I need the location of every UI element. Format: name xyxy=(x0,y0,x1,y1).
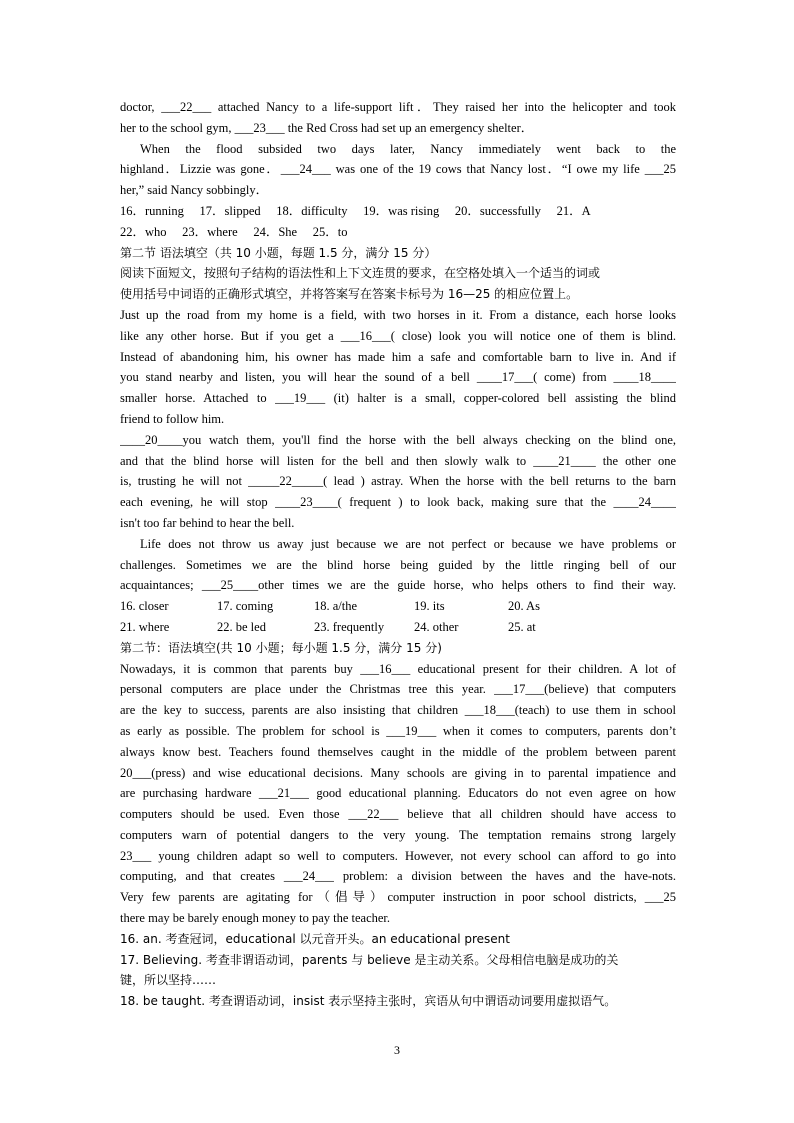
text-line: there may be barely enough money to pay the teacher. xyxy=(120,911,391,926)
text-line: 20___(press) and wise educational decisions. Many schools are giving in to parental impatience and xyxy=(120,765,676,780)
section-title: 第二节：语法填空(共 10 小题；每小题 1.5 分，满分 15 分) xyxy=(120,640,442,655)
passage-2 xyxy=(120,305,676,596)
answer-key-1 xyxy=(120,201,676,243)
passage-3 xyxy=(120,659,676,929)
answer: 16．running xyxy=(120,203,184,218)
answer-row xyxy=(120,222,676,243)
explanation-line: 键，所以坚持…… xyxy=(120,973,217,988)
answer: 23．where xyxy=(182,224,238,239)
answer: 19．was rising xyxy=(363,203,440,218)
text-line: highland．Lizzie was gone．___24___ was one of the 19 cows that Nancy lost．“I owe my life ___25 xyxy=(120,162,676,177)
explanation-line: 17. Believing. 考查非谓语动词，parents 与 believe 是主动关系。父母相信电脑是成功的关 xyxy=(120,952,619,967)
text-line: her to the school gym, ___23___ the Red Cross had set up an emergency shelter． xyxy=(120,120,534,135)
answer: 18. a/the xyxy=(314,599,358,614)
answer: 23. frequently xyxy=(314,619,385,634)
answer-key-2 xyxy=(120,596,676,638)
text-line: Nowadays, it is common that parents buy ___16___ educational present for their children. A lot of xyxy=(120,661,676,676)
answer: 22．who xyxy=(120,224,167,239)
text-line: Instead of abandoning him, his owner has made him a safe and comfortable barn to live in. And if xyxy=(120,349,676,364)
text-line: Very few parents are agitating for（倡导）computer instruction in poor school districts, ___25 xyxy=(120,890,676,905)
answer-row xyxy=(120,617,676,638)
text-line: are the key to success, parents are also insisting that children ___18___(teach) to use them in school xyxy=(120,703,676,718)
answer: 21．A xyxy=(556,203,591,218)
text-line: her,” said Nancy sobbingly． xyxy=(120,183,269,198)
answer-row xyxy=(120,596,676,617)
answer: 25．to xyxy=(312,224,348,239)
text-line: smaller horse. Attached to ___19___ (it) halter is a small, copper-colored bell assisting the blind xyxy=(120,391,676,406)
text-line: and that the blind horse will listen for the bell and then slowly walk to ____21____ the other one xyxy=(120,453,676,468)
answer: 20. As xyxy=(508,599,540,614)
answer: 18．difficulty xyxy=(276,203,348,218)
answer: 24. other xyxy=(414,619,459,634)
explanation-line: 18. be taught. 考查谓语动词，insist 表示坚持主张时，宾语从句中谓语动词要用虚拟语气。 xyxy=(120,994,617,1009)
answer: 17．slipped xyxy=(199,203,261,218)
text-line: ____20____you watch them, you'll find the horse with the bell always checking on the blind one, xyxy=(120,432,676,447)
answer: 17. coming xyxy=(217,599,274,614)
text-line: always know best. Teachers found themselves caught in the middle of the problem between parent xyxy=(120,744,676,759)
text-line: computers warn of potential dangers to the very young. The temptation remains strong largely xyxy=(120,827,676,842)
answer: 21. where xyxy=(120,619,170,634)
text-line: 23___ young children adapt so well to computers. However, not every school can afford to go into xyxy=(120,848,676,863)
text-line: like any other horse. But if you get a ___16___( close) look you will notice one of them is blind. xyxy=(120,328,676,343)
text-line: doctor, ___22___ attached Nancy to a life-support lift．They raised her into the helicopter and took xyxy=(120,100,676,114)
text-line: challenges. Sometimes we are the blind horse being guided by the little ringing bell of our xyxy=(120,557,676,572)
section-title: 第二节 语法填空（共 10 小题，每题 1.5 分，满分 15 分） xyxy=(120,245,437,260)
answer: 22. be led xyxy=(217,619,266,634)
explanation-line: 16. an. 考查冠词，educational 以元音开头。an educational present xyxy=(120,931,510,946)
text-line: computers should be used. Even those ___22___ believe that all children should have access to xyxy=(120,807,676,822)
text-line: Life does not throw us away just because we are not perfect or because we have problems or xyxy=(140,536,676,551)
document-body xyxy=(120,97,676,1012)
text-line: Just up the road from my home is a field, with two horses in it. From a distance, each horse looks xyxy=(120,307,676,322)
answer: 16. closer xyxy=(120,599,169,614)
text-line: When the flood subsided two days later, Nancy immediately went back to the xyxy=(140,141,676,156)
answer: 24．She xyxy=(253,224,298,239)
text-line: computing, and that creates ___24___ problem: a division between the haves and the have-nots. xyxy=(120,869,676,884)
text-line: are purchasing hardware ___21___ good educational planning. Educators do not even agree on how xyxy=(120,786,676,801)
answer: 25. at xyxy=(508,619,536,634)
text-line: each evening, he will stop ____23____( frequent ) to look back, making sure that the ____24____ xyxy=(120,495,676,510)
answer-row xyxy=(120,201,676,222)
text-line: isn't too far behind to hear the bell. xyxy=(120,515,295,530)
text-line: acquaintances; ___25____other times we are the guide horse, who helps others to find their way. xyxy=(120,578,676,593)
instructions-line: 使用括号中词语的正确形式填空，并将答案写在答案卡标号为 16—25 的相应位置上。 xyxy=(120,287,579,302)
page-number: 3 xyxy=(394,1043,400,1057)
text-line: is, trusting he will not _____22_____( lead ) astray. When the horse with the bell returns to the barn xyxy=(120,474,676,489)
text-line: you stand nearby and listen, you will hear the sound of a bell ____17___( come) from ____18____ xyxy=(120,370,676,385)
text-line: friend to follow him. xyxy=(120,411,225,426)
answer: 19. its xyxy=(414,599,445,614)
explanations xyxy=(120,929,676,1012)
answer: 20．successfully xyxy=(454,203,541,218)
instructions-line: 阅读下面短文，按照句子结构的语法性和上下文连贯的要求，在空格处填入一个适当的词或 xyxy=(120,266,601,281)
passage-1-tail xyxy=(120,97,676,201)
text-line: personal computers are place under the Christmas tree this year. ___17___(believe) that computers xyxy=(120,682,676,697)
text-line: as early as possible. The problem for school is ___19___ when it comes to computers, parents don’t xyxy=(120,723,676,738)
